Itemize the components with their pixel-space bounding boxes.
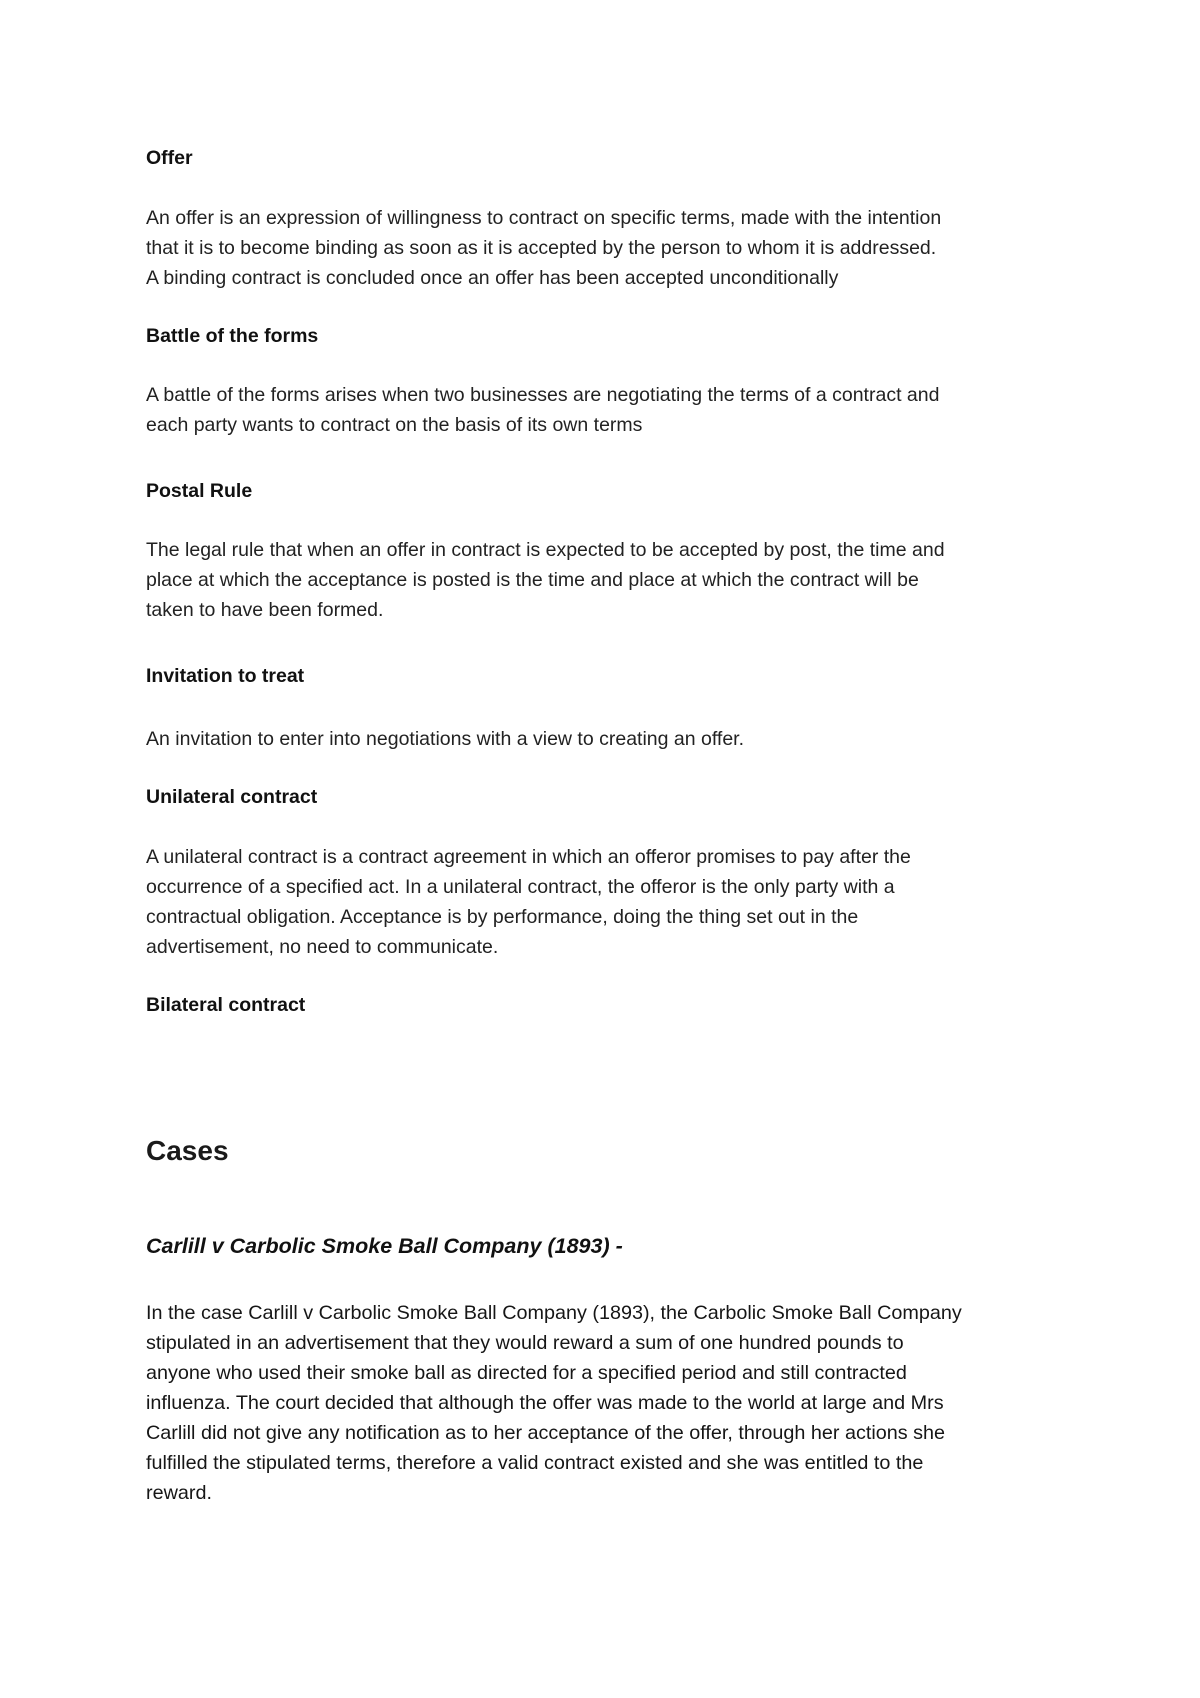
text-line: place at which the acceptance is posted is the time and place at which the contract will be bbox=[146, 569, 919, 591]
text-line: anyone who used their smoke ball as directed for a specified period and still contracted bbox=[146, 1362, 907, 1384]
text-line: Carlill did not give any notification as to her acceptance of the offer, through her actions she bbox=[146, 1422, 946, 1444]
text-line: fulfilled the stipulated terms, therefore a valid contract existed and she was entitled to the bbox=[146, 1452, 924, 1474]
text-line: advertisement, no need to communicate. bbox=[146, 936, 499, 958]
section-title-cases: Cases bbox=[146, 1135, 229, 1166]
text-line: occurrence of a specified act. In a unilateral contract, the offeror is the only party with a bbox=[146, 876, 895, 898]
text-line: A unilateral contract is a contract agreement in which an offeror promises to pay after the bbox=[146, 846, 911, 868]
case-title-carlill: Carlill v Carbolic Smoke Ball Company (1893) - bbox=[146, 1234, 623, 1258]
text-line: A battle of the forms arises when two businesses are negotiating the terms of a contract and bbox=[146, 384, 940, 406]
text-line: The legal rule that when an offer in contract is expected to be accepted by post, the time and bbox=[146, 539, 945, 561]
text-line: An offer is an expression of willingness to contract on specific terms, made with the intention bbox=[146, 207, 942, 229]
text-line: contractual obligation. Acceptance is by performance, doing the thing set out in the bbox=[146, 906, 859, 928]
text-line: influenza. The court decided that although the offer was made to the world at large and Mrs bbox=[146, 1392, 944, 1414]
paragraph-unilateral-contract bbox=[146, 842, 1066, 962]
heading-unilateral-contract: Unilateral contract bbox=[146, 786, 318, 808]
paragraph-invitation-to-treat bbox=[146, 724, 1066, 754]
text-line: reward. bbox=[146, 1482, 212, 1504]
paragraph-battle-of-the-forms bbox=[146, 380, 1066, 440]
heading-bilateral-contract: Bilateral contract bbox=[146, 994, 306, 1016]
paragraph-postal-rule bbox=[146, 535, 1066, 625]
text-line: each party wants to contract on the basis of its own terms bbox=[146, 414, 643, 436]
text-line: In the case Carlill v Carbolic Smoke Ball Company (1893), the Carbolic Smoke Ball Company bbox=[146, 1302, 962, 1324]
text-line: that it is to become binding as soon as it is accepted by the person to whom it is addressed. bbox=[146, 237, 937, 259]
heading-offer: Offer bbox=[146, 147, 193, 169]
text-line: An invitation to enter into negotiations with a view to creating an offer. bbox=[146, 728, 745, 750]
heading-battle-of-the-forms: Battle of the forms bbox=[146, 325, 319, 347]
paragraph-offer bbox=[146, 203, 1066, 293]
heading-invitation-to-treat: Invitation to treat bbox=[146, 665, 305, 687]
heading-postal-rule: Postal Rule bbox=[146, 480, 253, 502]
paragraph-carlill-case bbox=[146, 1298, 1066, 1508]
text-line: A binding contract is concluded once an offer has been accepted unconditionally bbox=[146, 267, 839, 289]
text-line: stipulated in an advertisement that they would reward a sum of one hundred pounds to bbox=[146, 1332, 904, 1354]
text-line: taken to have been formed. bbox=[146, 599, 384, 621]
